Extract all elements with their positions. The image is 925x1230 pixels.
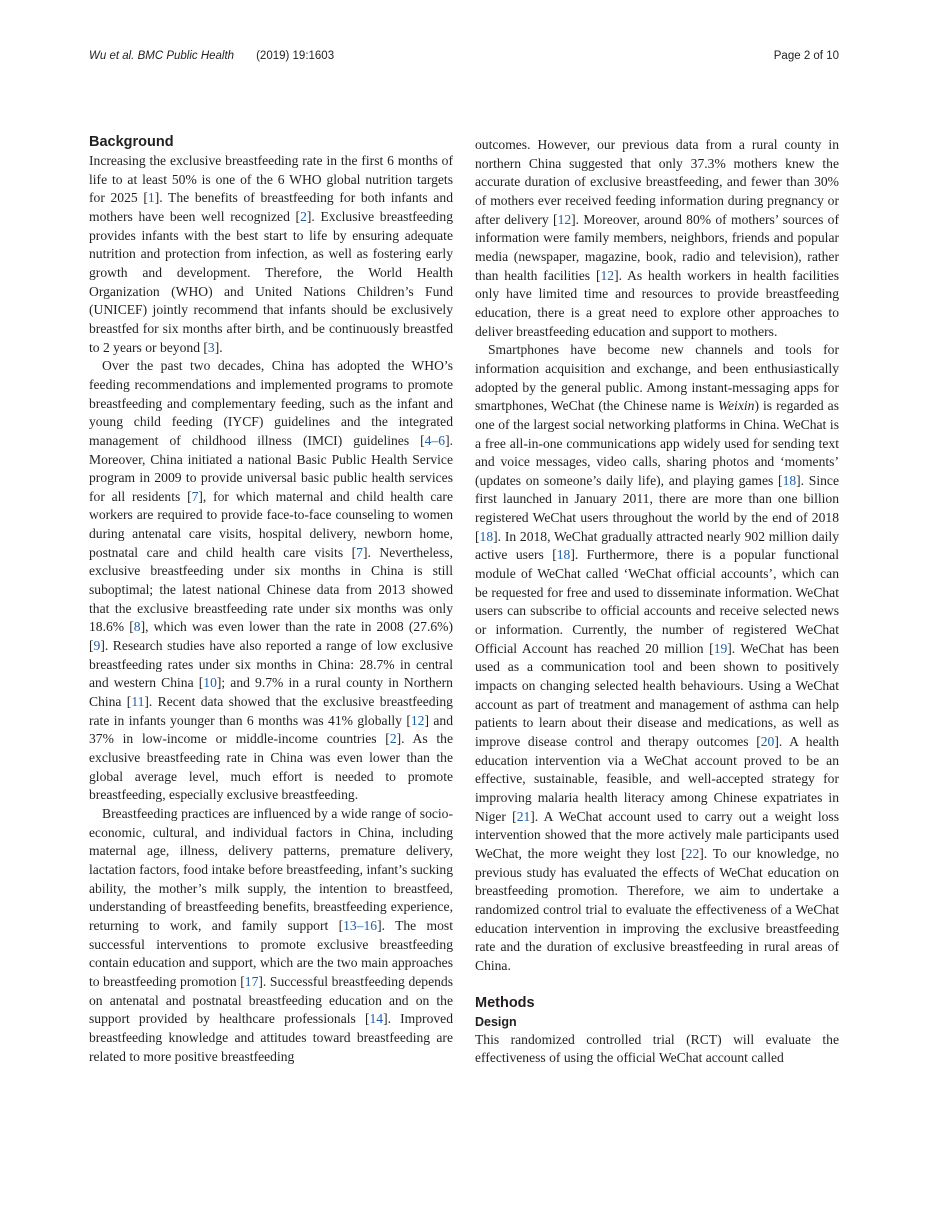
- journal-citation: Wu et al. BMC Public Health: [89, 50, 235, 62]
- paragraph: This randomized controlled trial (RCT) will evaluate the effectiveness of using the official WeChat account called: [475, 1031, 839, 1066]
- citation-link[interactable]: 3: [207, 339, 215, 355]
- citation-link[interactable]: 11: [131, 694, 145, 710]
- year-volume: (2019) 19:1603: [256, 50, 335, 62]
- citation-link[interactable]: 17: [244, 973, 259, 989]
- citation-link[interactable]: 18: [556, 547, 571, 563]
- paragraph: outcomes. However, our previous data from a rural county in northern China suggested that only 37.3% mothers knew the accurate duration of exclusive breastfeeding, and fewer than 30% of mothers ever received feeding information during pregnancy or after delivery [12]. Moreover, around 80% of mothers’ sources of information were family members, neighbors, friends and popular media (newspaper, magazine, book, radio and television), rather than health facilities [12]. As health workers in health facilities only have limited time and resources to provide breastfeeding education, there is a great need to explore other approaches to deliver breastfeeding education and support to mothers.: [475, 137, 839, 339]
- citation-link[interactable]: 7: [356, 544, 363, 560]
- citation-link[interactable]: 8: [133, 619, 141, 635]
- citation-link[interactable]: 2: [300, 208, 307, 224]
- paragraph: Smartphones have become new channels and tools for information acquisition and exchange, and been enthusiastically adopted by the general public. Among instant-messaging apps for smartphones, WeChat (the Chinese name is Weixin) is regarded as one of the largest social networking platforms in China. WeChat is a free all-in-one communications app widely used for sending text and voice messages, video calls, sharing photos and ‘moments’ (updates on someone’s daily life), and playing games [18]. Since first launched in January 2011, there are more than one billion registered WeChat users throughout the world by the end of 2018 [18]. In 2018, WeChat gradually attracted nearly 902 million daily active users [18]. Furthermore, there is a popular functional module of WeChat called ‘WeChat official accounts’, which can be requested for free and used to disseminate information. WeChat users can subscribe to official accounts and receive selected news or information. Currently, the number of registered WeChat Official Account has reached 20 million [19]. WeChat has been used as a communication tool and been shown to positively impacts on changing selected health behaviours. Using a WeChat account as part of treatment and management of asthma can help patients to learn about their disease and medications, as well as improve disease control and therapy outcomes [20]. A health education intervention via a WeChat account proved to be an effective, sustainable, feasible, and well-accepted strategy for improving malaria health literacy among Chinese expatriates in Niger [21]. A WeChat account used to carry out a weight loss intervention showed that the more actively male participants used WeChat, the more weight they lost [22]. To our knowledge, no previous study has evaluated the effects of WeChat education on breastfeeding promotion. Therefore, we aim to undertake a randomized control trial to evaluate the effectiveness of a WeChat education intervention in improving the exclusive breastfeeding rate and the duration of exclusive breastfeeding in rural areas of China.: [475, 342, 839, 973]
- citation-link[interactable]: 7: [191, 488, 199, 504]
- citation-link[interactable]: 13–16: [343, 917, 378, 933]
- section-title-background: Background: [89, 134, 174, 150]
- section-title-methods: Methods: [475, 994, 535, 1011]
- citation-link[interactable]: 21: [516, 808, 531, 824]
- page-number: Page 2 of 10: [773, 50, 839, 62]
- citation-link[interactable]: 2: [389, 731, 397, 747]
- header-citation: [89, 50, 334, 62]
- citation-link[interactable]: 18: [479, 528, 494, 544]
- running-header: [89, 50, 839, 66]
- section-spacer: [475, 976, 839, 993]
- right-column: [475, 136, 839, 1068]
- citation-link[interactable]: 22: [685, 845, 700, 861]
- paragraph: Increasing the exclusive breastfeeding rate in the first 6 months of life to at least 50% is one of the 6 WHO global nutrition targets for 2025 [1]. The benefits of breastfeeding for both infants and mothers have been well recognized [2]. Exclusive breastfeeding provides infants with the best start to life by ensuring adequate nutrition and protection from infection, as well as fostering early growth and development. Therefore, the World Health Organization (WHO) and United Nations Children’s Fund (UNICEF) jointly recommend that infants should be exclusively breastfed for six months after birth, and be continuously breastfed to 2 years or beyond [3].: [89, 153, 454, 355]
- citation-link[interactable]: 19: [713, 640, 728, 656]
- subsection-title-design: Design: [475, 1014, 517, 1029]
- paragraph: Over the past two decades, China has adopted the WHO’s feeding recommendations and implemented programs to promote breastfeeding and complementary feeding, such as the infant and young child feeding (IYCF) guidelines and the integrated management of childhood illness (IMCI) guidelines [4–6]. Moreover, China initiated a national Basic Public Health Service program in 2009 to provide universal basic public health services for all residents [7], for which maternal and child health care workers are required to provide face-to-face counseling to women during antenatal care visits, hospital delivery, newborn home, postnatal care and child health care visits [7]. Nevertheless, exclusive breastfeeding under six months in China is still suboptimal; the latest national Chinese data from 2013 showed that the exclusive breastfeeding rate under six months was only 18.6% [8], which was even lower than the rate in 2008 (27.6%) [9]. Research studies have also reported a range of low exclusive breastfeeding rates under six months in China: 28.7% in central and western China [10]; and 9.7% in a rural county in Northern China [11]. Recent data showed that the exclusive breastfeeding rate in infants younger than 6 months was 41% globally [12] and 37% in low-income or middle-income countries [2]. As the exclusive breastfeeding rate in China was even lower than the global average level, much effort is needed to promote breastfeeding, especially exclusive breastfeeding.: [89, 358, 453, 803]
- citation-link[interactable]: 12: [557, 211, 572, 227]
- citation-link[interactable]: 20: [760, 734, 775, 749]
- left-column: [89, 132, 453, 1066]
- citation-link[interactable]: 4–6: [424, 432, 446, 448]
- citation-link[interactable]: 9: [93, 638, 101, 654]
- citation-link[interactable]: 12: [410, 712, 425, 728]
- citation-link[interactable]: 18: [782, 472, 797, 488]
- citation-link[interactable]: 14: [369, 1011, 384, 1027]
- citation-link[interactable]: 1: [147, 190, 155, 206]
- citation-link[interactable]: 10: [203, 675, 217, 691]
- citation-link[interactable]: 12: [600, 267, 615, 283]
- paragraph: Breastfeeding practices are influenced by a wide range of socio-economic, cultural, and individual factors in China, including maternal age, illness, delivery patterns, premature delivery, lactation factors, food intake before breastfeeding, infant’s sucking ability, the mother’s milk supply, the intention to breastfeed, understanding of breastfeeding benefits, breastfeeding experience, returning to work, and family support [13–16]. The most successful interventions to promote exclusive breastfeeding contain education and support, which are the two main approaches to breastfeeding promotion [17]. Successful breastfeeding depends on antenatal and postnatal breastfeeding education and on the support provided by healthcare professionals [14]. Improved breastfeeding knowledge and attitudes toward breastfeeding are related to more positive breastfeeding: [89, 805, 453, 1064]
